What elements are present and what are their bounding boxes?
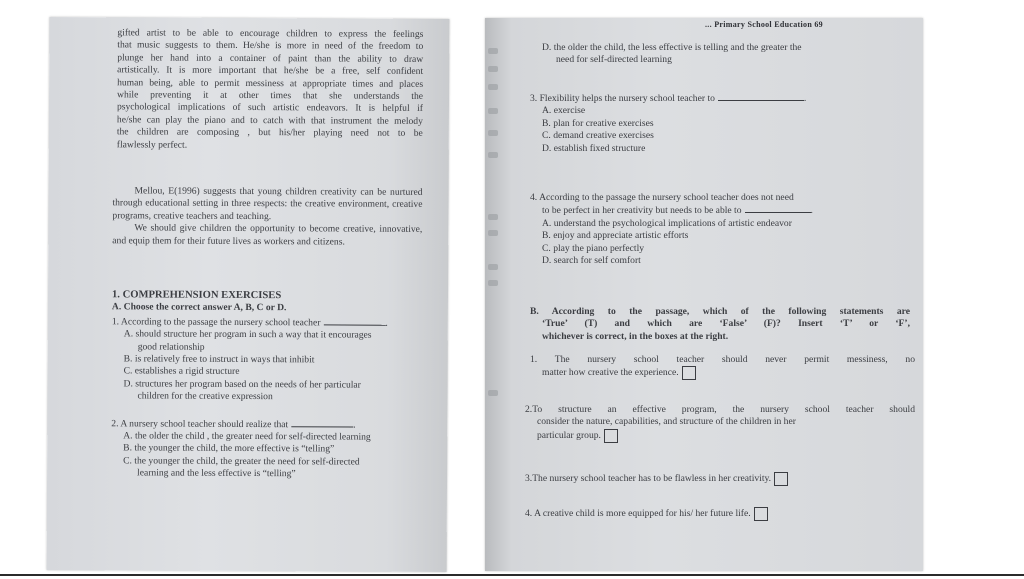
section-b-line: ‘True’ (T) and which are ‘False’ (F)? Insert ‘T’ or ‘F’, — [542, 318, 910, 330]
left-book-page — [47, 17, 450, 572]
option-a: A. understand the psychological implications of artistic endeavor — [542, 217, 792, 229]
question-end: . — [353, 419, 356, 431]
option-a: A. exercise — [542, 105, 586, 117]
statement-line: consider the nature, capabilities, and structure of the children in her — [537, 416, 796, 428]
question-2 — [111, 417, 431, 482]
statement-line: particular group. — [537, 430, 601, 442]
section-b-line: B. According to the passage, which of the following statements are — [530, 306, 910, 317]
option-c: C. demand creative exercises — [542, 130, 654, 142]
answer-blank — [291, 418, 353, 427]
intro-line: he/she can play the piano and to catch with that instrument the melody — [116, 114, 423, 127]
true-false-1 — [530, 354, 915, 380]
intro-line: psychological implications of such artistic endeavors. It is helpful if — [116, 101, 424, 115]
question-end: . — [810, 205, 813, 217]
option-c-cont: learning and the less effective is “telling” — [137, 467, 296, 480]
intro-line: human being, able to permit messiness at appropriate times and places — [117, 76, 424, 90]
option-b: B. the younger the child, the more effective is “telling” — [123, 442, 335, 455]
right-book-page — [485, 18, 923, 571]
true-false-2 — [525, 404, 915, 443]
statement-line: 1. The nursery school teacher should never permit messiness, no — [530, 354, 915, 365]
true-false-4 — [525, 507, 915, 521]
option-d: D. establish fixed structure — [542, 142, 646, 154]
intro-line: that music suggests to them. He/she is more in need of the freedom to — [117, 39, 424, 53]
answer-blank — [745, 204, 811, 213]
option-d-cont: need for self-directed learning — [556, 54, 672, 66]
option-b: B. enjoy and appreciate artistic efforts — [542, 230, 689, 242]
paragraph-text: Mellou, E(1996) suggests that young children creativity can be nurtured through educational setting in three respects: the creative environment, creative programs, creative teachers and teaching. — [112, 185, 423, 222]
section-title: 1. COMPREHENSION EXERCISES — [111, 289, 282, 302]
screen-frame-line — [0, 574, 1024, 576]
section-b-instructions — [530, 306, 910, 343]
paragraph-text: We should give children the opportunity to become creative, innovative, and equip them for their future lives as workers and citizens. — [112, 222, 423, 248]
statement-line: 4. A creative child is more equipped for his/ her future life. — [525, 508, 751, 520]
gutter-bleed-through — [485, 18, 503, 571]
running-header: ... Primary School Education 69 — [705, 20, 823, 29]
intro-line: gifted artist to be able to encourage children to express the feelings — [117, 27, 424, 40]
question-stem-cont: to be perfect in her creativity but needs to be able to — [542, 205, 742, 217]
intro-line: flawlessly perfect. — [116, 138, 188, 151]
question-end: . — [803, 93, 807, 104]
comprehension-exercises — [111, 289, 432, 481]
option-b: B. is relatively free to instruct in ways that inhibit — [123, 353, 315, 366]
statement-line: 2.To structure an effective program, the nursery school teacher should — [525, 404, 915, 415]
question-stem: 2. A nursery school teacher should realize that — [111, 417, 289, 430]
option-d: D. structures her program based on the needs of her particular — [123, 378, 361, 391]
option-d: D. search for self comfort — [542, 255, 641, 267]
option-d-cont: children for the creative expression — [137, 390, 273, 403]
option-b: B. plan for creative exercises — [542, 117, 654, 129]
intro-line: while preventing it at other times that she understands the — [117, 89, 424, 102]
intro-line: artistically. It is more important that he/she be a free, self confident — [117, 64, 424, 78]
option-a: A. should structure her program in such a way that it encourages — [123, 328, 372, 341]
intro-line: plunge her hand into a container of paint than the ability to draw — [117, 52, 424, 65]
option-c: C. the younger the child, the greater the need for self-directed — [123, 455, 360, 468]
option-c: C. establishes a rigid structure — [123, 365, 240, 378]
answer-blank — [718, 92, 804, 101]
statement-line: 3.The nursery school teacher has to be flawless in her creativity. — [525, 473, 772, 485]
intro-paragraph — [117, 27, 424, 153]
question-3 — [530, 92, 910, 155]
true-false-3 — [525, 472, 915, 486]
answer-box[interactable] — [754, 507, 768, 521]
option-c: C. play the piano perfectly — [542, 242, 645, 254]
option-a-cont: good relationship — [137, 341, 205, 353]
question-stem: 4. According to the passage the nursery school teacher does not need — [530, 192, 794, 203]
question-stem: 1. According to the passage the nursery school teacher — [111, 316, 321, 329]
question-1 — [111, 315, 431, 405]
question-end: . — [385, 317, 388, 329]
question-stem: 3. Flexibility helps the nursery school teacher to — [530, 93, 715, 104]
section-b-line: whichever is correct, in the boxes at the right. — [542, 330, 729, 342]
option-d: D. the older the child, the less effective is telling and the greater the — [542, 42, 802, 53]
statement-line: matter how creative the experience. — [542, 367, 679, 379]
instruction: A. Choose the correct answer A, B, C or D. — [111, 301, 287, 314]
intro-line: the children are composing , but his/her playing need not to be — [116, 126, 423, 140]
question-4 — [530, 192, 915, 267]
paragraph-mellou — [112, 185, 422, 249]
answer-box[interactable] — [682, 366, 696, 380]
answer-blank — [323, 316, 385, 325]
answer-box[interactable] — [604, 429, 618, 443]
option-a: A. the older the child , the greater need for self-directed learning — [123, 430, 371, 443]
question-2-continued — [530, 42, 910, 67]
answer-box[interactable] — [774, 472, 788, 486]
